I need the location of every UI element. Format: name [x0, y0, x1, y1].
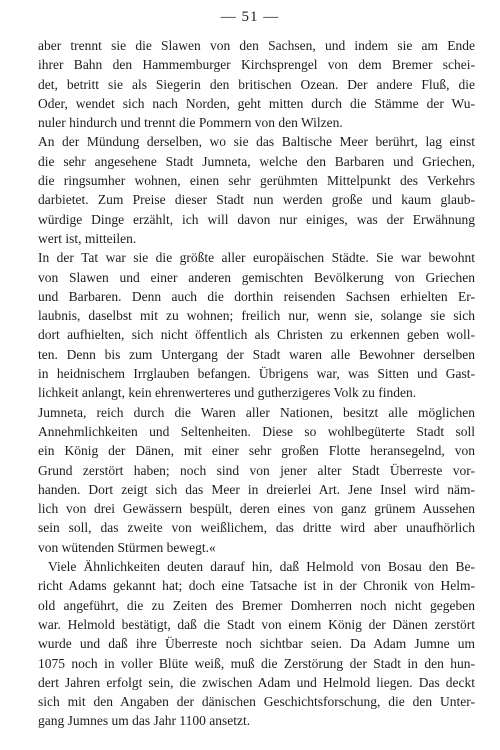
text-line: Jumneta, reich durch die Waren aller Nationen, besitzt alle möglichen — [38, 404, 475, 420]
body-text — [38, 36, 475, 731]
text-line: dort aufhielten, sich nicht öffentlich als Christen zu erkennen geben woll- — [38, 327, 475, 343]
text-line: 1075 noch in voller Blüte weiß, muß die Zerstörung der Stadt in den hun- — [38, 655, 475, 671]
paragraph — [38, 132, 475, 248]
text-line: ten. Denn bis zum Untergang der Stadt waren alle Bewohner derselben — [38, 346, 475, 362]
paragraph — [38, 248, 475, 402]
text-line: war. Helmold bestätigt, daß die Stadt von einem König der Dänen zerstört — [38, 616, 475, 632]
text-line: würdige Dinge erzählt, ich will davon nur einiges, was der Erwähnung — [38, 211, 475, 227]
text-line: ihrer Bahn den Hammemburger Kirchsprengel von dem Bremer schei- — [38, 57, 475, 73]
text-line: von Slawen und einer anderen gemischten Bevölkerung von Griechen — [38, 269, 475, 285]
text-line: wert ist, mitteilen. — [38, 230, 137, 246]
text-line: wurde und daß ihre Überreste noch sichtbar seien. Da Adam Jumne um — [38, 636, 475, 652]
text-line: gang Jumnes um das Jahr 1100 ansetzt. — [38, 713, 251, 729]
text-line: von wütenden Stürmen bewegt.« — [38, 539, 216, 555]
paragraph — [38, 36, 475, 132]
text-line: sein soll, das zweite von weißlichem, das dritte wird aber unaufhörlich — [38, 520, 475, 536]
text-line: richt Adams gekannt hat; doch eine Tatsache ist in der Chronik von Helm- — [38, 578, 475, 594]
text-line: An der Mündung derselben, wo sie das Baltische Meer berührt, lag einst — [38, 134, 475, 150]
text-line: Grund zerstört haben; noch sind von jener alter Stadt Überreste vor- — [38, 462, 475, 478]
text-line: Oder, wendet sich nach Norden, geht mitten durch die Stämme der Wu- — [38, 95, 475, 111]
text-line: old angeführt, die zu Zeiten des Bremer Domherren noch nicht gegeben — [38, 597, 475, 613]
text-line: ein König der Dänen, mit einer sehr großen Flotte heransegelnd, von — [38, 443, 475, 459]
text-line: handen. Dort zeigt sich das Meer in dreierlei Art. Jene Insel wird näm- — [38, 481, 475, 497]
text-line: nuler hindurch und trennt die Pommern von den Wilzen. — [38, 115, 343, 131]
text-line: In der Tat war sie die größte aller europäischen Städte. Sie war bewohnt — [38, 250, 475, 266]
paragraph — [38, 403, 475, 557]
text-line: sich mit den Angaben der dänischen Geschichtsforschung, die den Unter- — [38, 694, 475, 710]
text-line: und Barbaren. Denn auch die dorthin reisenden Sachsen erhielten Er- — [38, 288, 475, 304]
text-line: die sehr angesehene Stadt Jumneta, welche den Barbaren und Griechen, — [38, 153, 475, 169]
text-line: det, betritt sie als Siegerin den britischen Ozean. Der andere Fluß, die — [38, 76, 475, 92]
text-line: laubnis, daselbst mit zu wohnen; freilich nur, wenn sie, solange sie sich — [38, 308, 475, 324]
text-line: Viele Ähnlichkeiten deuten darauf hin, daß Helmold von Bosau den Be- — [48, 559, 475, 575]
text-line: in heidnischem Irrglauben befangen. Übrigens war, was Sitten und Gast- — [38, 366, 475, 382]
text-line: die ringsumher wohnen, einen sehr gerühmten Mittelpunkt des Verkehrs — [38, 173, 475, 189]
page-number: — 51 — — [220, 9, 280, 25]
text-line: dert Jahren erfolgt sein, die zwischen Adam und Helmold liegen. Das deckt — [38, 674, 475, 690]
text-line: darbietet. Zum Preise dieser Stadt nun werden große und kaum glaub- — [38, 192, 475, 208]
text-line: lichkeit anlangt, kein ehrenwerteres und gutherzigeres Volk zu finden. — [38, 385, 417, 401]
paragraph — [38, 557, 475, 731]
text-line: aber trennt sie die Slawen von den Sachsen, und indem sie am Ende — [38, 38, 475, 53]
text-line: Annehmlichkeiten und Seltenheiten. Diese so wohlbegüterte Stadt soll — [38, 423, 475, 439]
text-line: lich von drei Gewässern bespült, deren eines von ganz grünem Aussehen — [38, 501, 475, 517]
